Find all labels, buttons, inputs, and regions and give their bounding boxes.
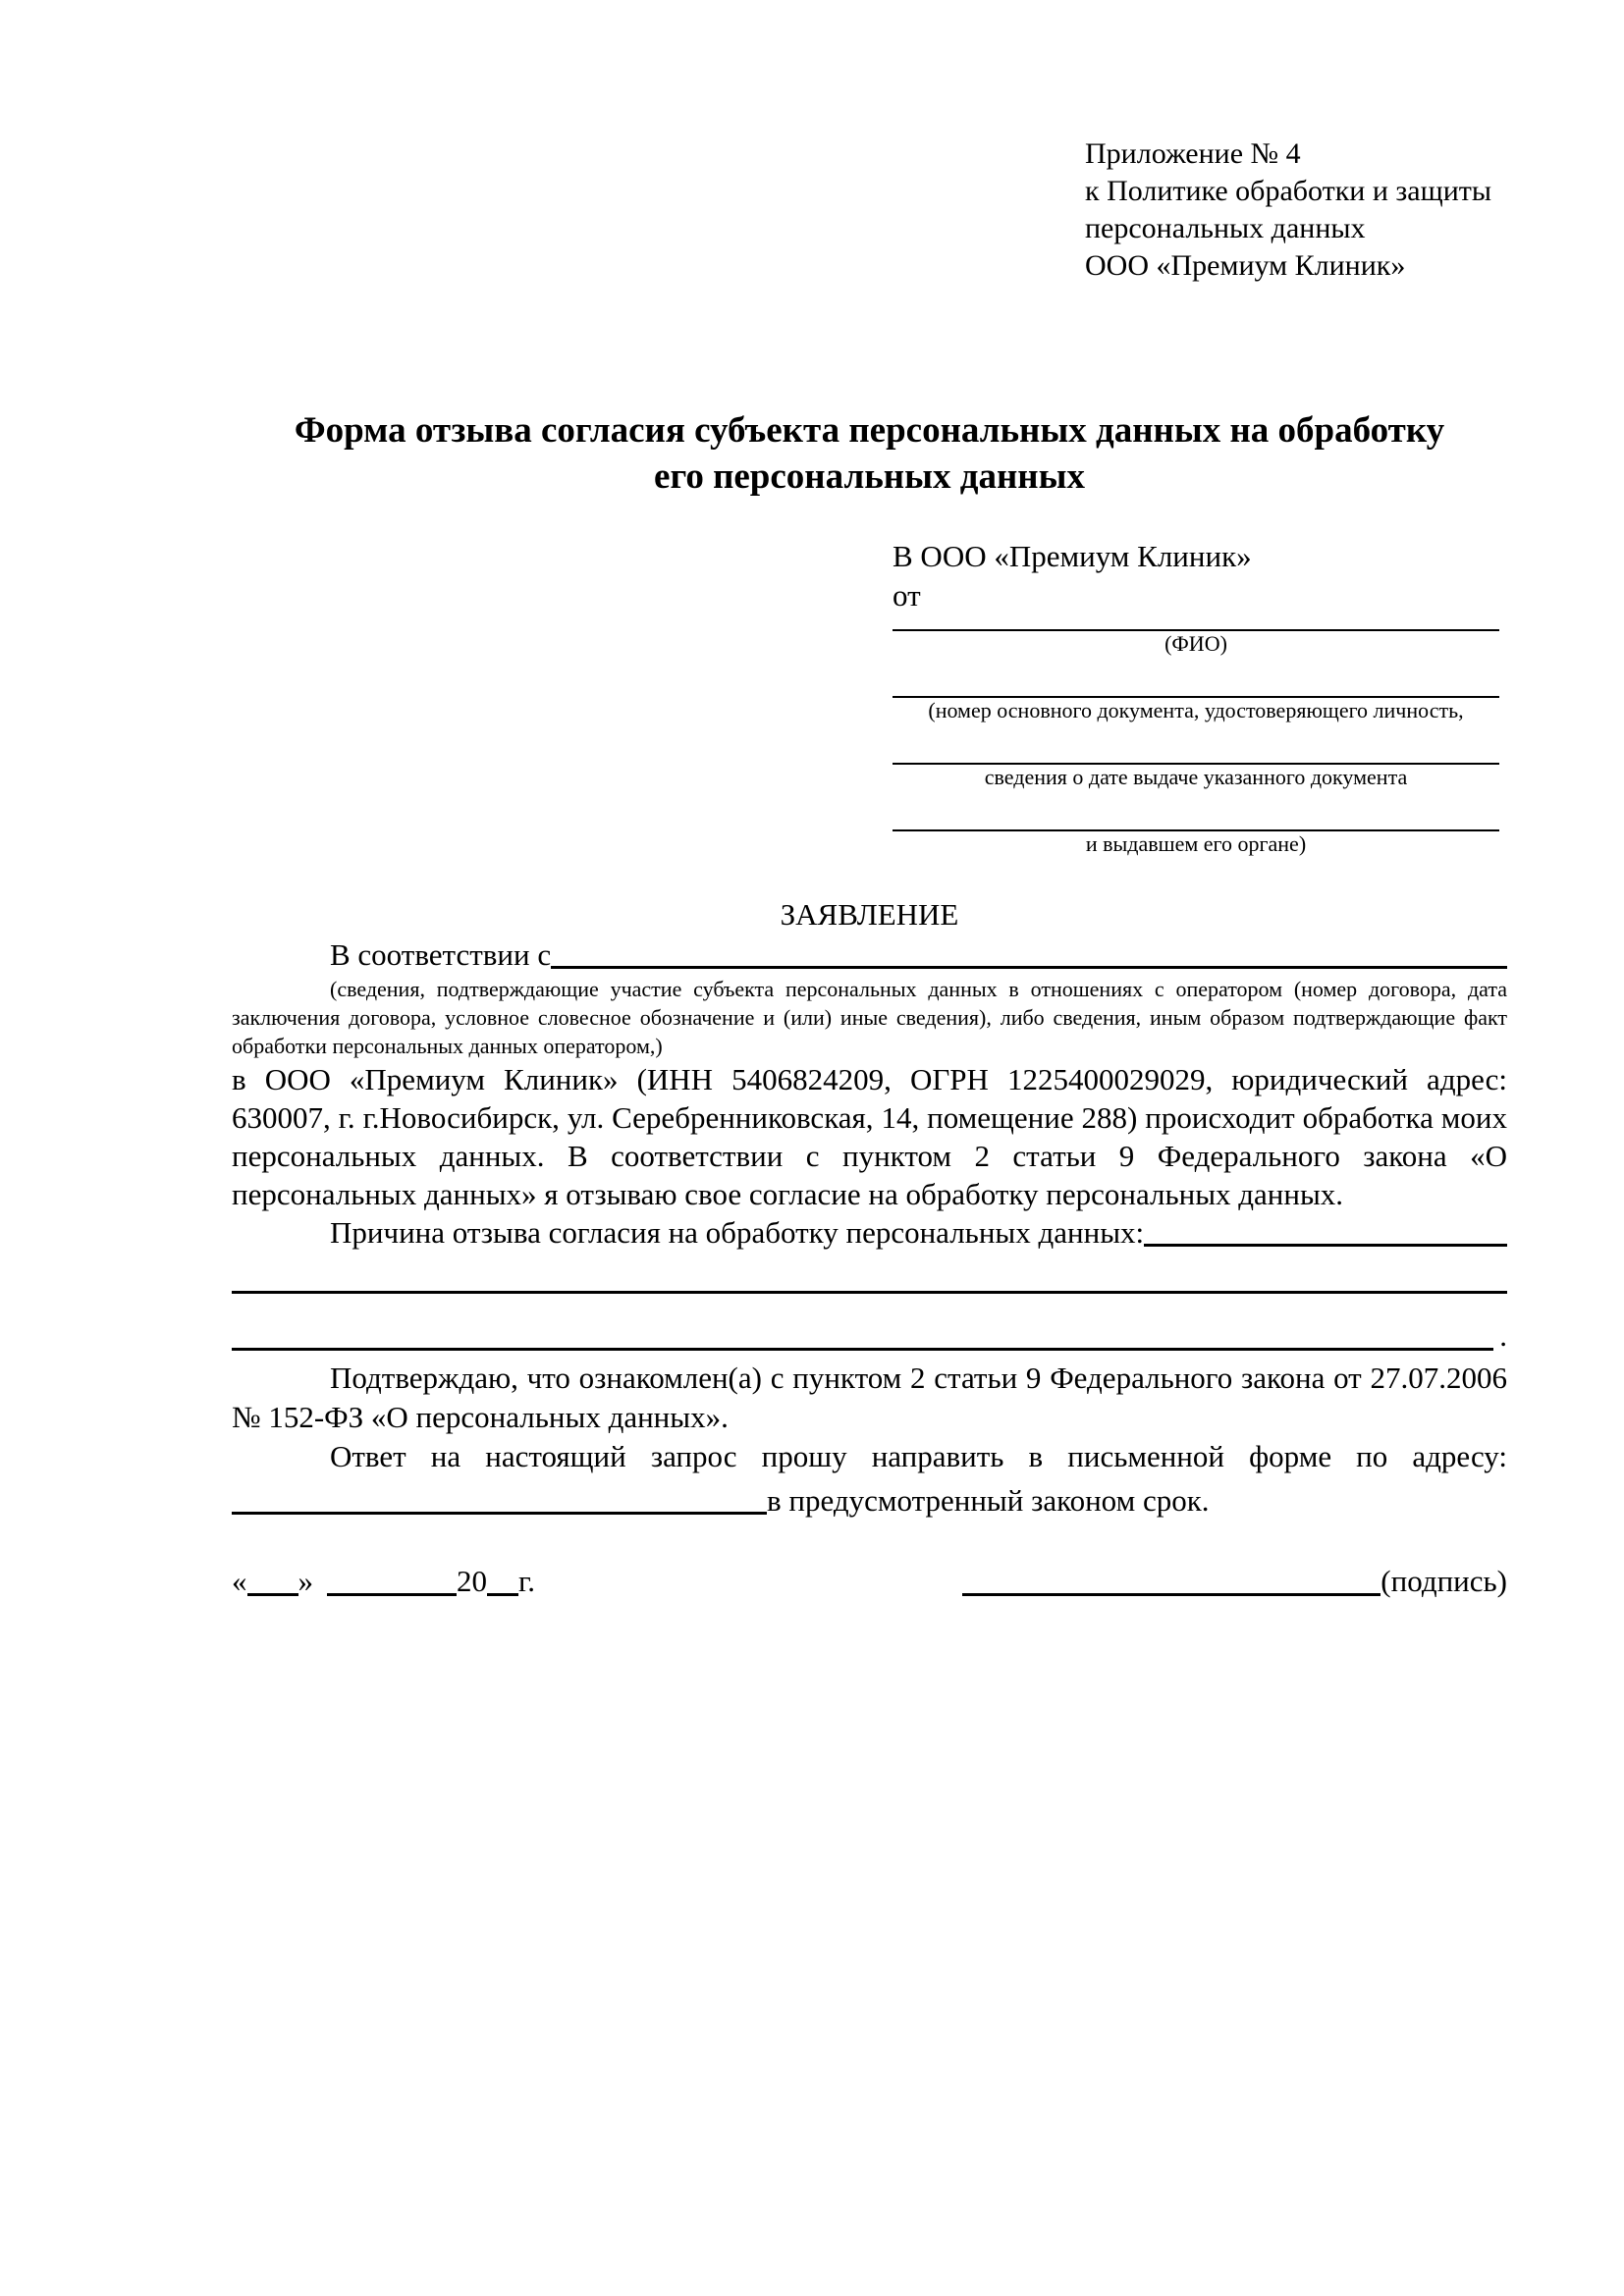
reason-blank-row-2-line [232, 1348, 1493, 1351]
field-issue-date-caption: сведения о дате выдаче указанного документа [984, 765, 1408, 789]
statement-heading: ЗАЯВЛЕНИЕ [780, 897, 959, 932]
form-title [232, 407, 1507, 500]
reason-label: Причина отзыва согласия на обработку персональных данных: [330, 1215, 1145, 1250]
accordance-note: (сведения, подтверждающие участие субъекта персональных данных в отношениях с оператором (номер договора, дата заключения договора, условное словесное обозначение и (или) иные сведения), либо сведения, иным образом подтверждающие факт обработки персональных данных оператором,) [232, 977, 1507, 1058]
field-issuing-authority-line [893, 790, 1499, 831]
field-issue-date-line [893, 723, 1499, 765]
accordance-blank-line [551, 966, 1507, 969]
reply-address-blank-line [232, 1512, 767, 1515]
date-year-blank [487, 1563, 518, 1596]
date-year-suffix: г. [518, 1564, 535, 1598]
appendix-line: ООО «Премиум Клиник» [1085, 249, 1406, 282]
field-fio-caption: (ФИО) [1164, 631, 1227, 656]
addressee-block [893, 537, 1499, 857]
reason-blank-row-1 [232, 1253, 1507, 1294]
signature-caption: (подпись) [1380, 1564, 1507, 1598]
reply-tail: в предусмотренный законом срок. [767, 1483, 1210, 1518]
date-month-blank [327, 1563, 457, 1596]
form-title-line: Форма отзыва согласия субъекта персональных данных на обработку [294, 410, 1445, 451]
field-fio-line [893, 615, 1499, 631]
accordance-label: В соответствии с [330, 937, 552, 972]
reply-address-line [232, 1476, 1507, 1521]
accordance-line [232, 935, 1507, 975]
date-line [232, 1562, 535, 1601]
signature-blank-line [962, 1563, 1380, 1596]
addressee-from-label: от [893, 578, 921, 613]
date-day-blank [247, 1563, 298, 1596]
confirmation-paragraph: Подтверждаю, что ознакомлен(а) с пунктом 2 статьи 9 Федерального закона от 27.07.2006 № 152-ФЗ «О персональных данных». [232, 1361, 1507, 1434]
field-document-number-caption: (номер основного документа, удостоверяющего личность, [928, 698, 1464, 722]
appendix-line: Приложение № 4 [1085, 137, 1301, 170]
reason-blank-row-2 [232, 1294, 1507, 1351]
reason-blank-line [1144, 1244, 1507, 1247]
field-issuing-authority-caption: и выдавшем его органе) [1085, 831, 1307, 856]
appendix-note [1085, 135, 1507, 285]
reply-request-line: Ответ на настоящий запрос прошу направить в письменной форме по адресу: [330, 1439, 1507, 1473]
date-signature-row [232, 1562, 1507, 1601]
appendix-line: к Политике обработки и защиты [1085, 175, 1492, 207]
date-quote-close: » [298, 1564, 313, 1598]
form-title-line: его персональных данных [654, 456, 1085, 497]
date-quote-open: « [232, 1564, 247, 1598]
appendix-line: персональных данных [1085, 212, 1366, 244]
reason-terminator: . [1499, 1318, 1507, 1353]
field-document-number-line [893, 657, 1499, 698]
reason-line [232, 1213, 1507, 1253]
signature-line [962, 1562, 1507, 1601]
date-year-prefix: 20 [457, 1564, 487, 1598]
statement-body: в ООО «Премиум Клиник» (ИНН 5406824209, ОГРН 1225400029029, юридический адрес: 630007, г. г.Новосибирск, ул. Серебренниковская, 14, помещение 288) происходит обработка моих персональных данных. В соответствии с пунктом 2 статьи 9 Федерального закона «О персональных данных» я отзываю свое согласие на обработку персональных данных. [232, 1062, 1507, 1211]
addressee-to: В ООО «Премиум Клиник» [893, 539, 1252, 573]
